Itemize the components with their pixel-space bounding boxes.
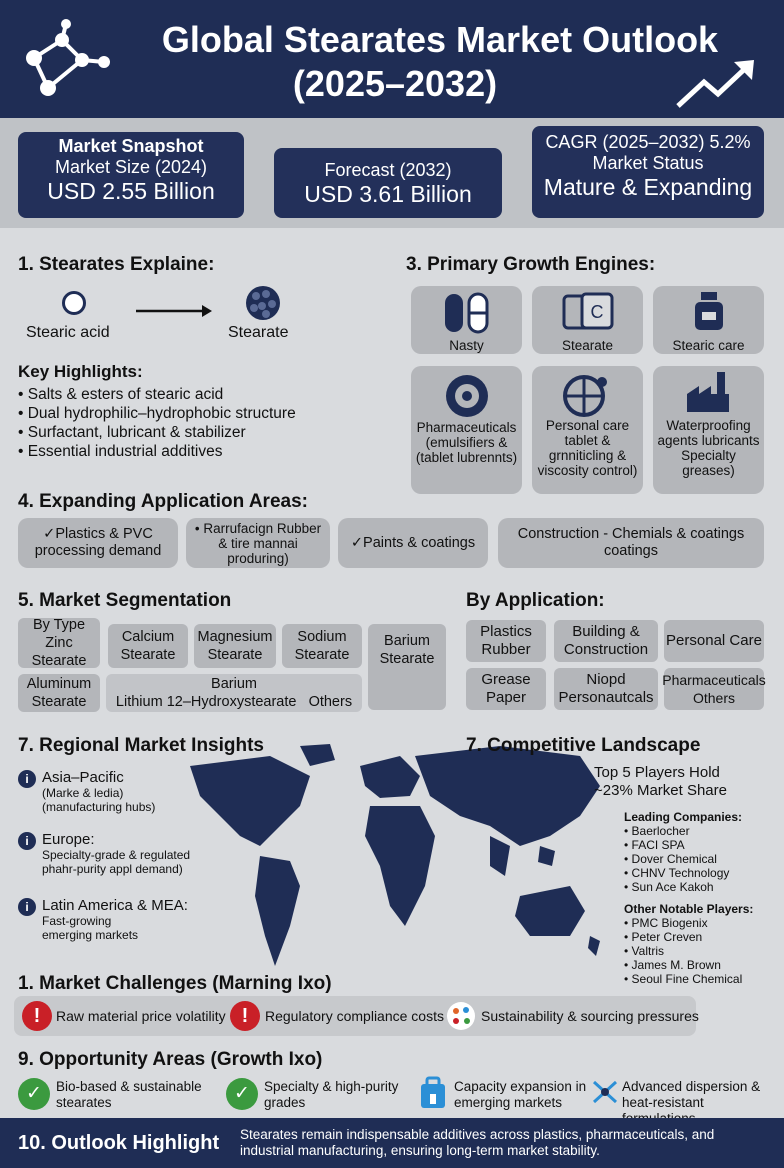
section-applications-title: 4. Expanding Application Areas: xyxy=(18,491,308,512)
tire-icon xyxy=(443,372,491,420)
footer-title: 10. Outlook Highlight xyxy=(18,1132,220,1154)
market-share-text: Top 5 Players Hold ~23% Market Share xyxy=(594,764,727,799)
company-item: • James M. Brown xyxy=(624,958,721,972)
footer-text: Stearates remain indispensable additives across plastics, pharmaceuticals, and industrial manufacturing, ensuring long-term market stability. xyxy=(240,1127,715,1158)
section-competitive-title: 7. Competitive Landscape xyxy=(466,735,701,756)
company-item: • Seoul Fine Chemical xyxy=(624,972,743,986)
segment-type: Barium xyxy=(211,676,257,692)
company-item: • Peter Creven xyxy=(624,930,703,944)
capsule-icon xyxy=(441,290,493,336)
info-icon: i xyxy=(18,832,36,850)
key-highlights-title: Key Highlights: xyxy=(18,362,143,381)
segment-type: Barium Stearate xyxy=(368,624,446,710)
company-item: • Dover Chemical xyxy=(624,852,717,866)
segment-type-group xyxy=(106,674,362,712)
svg-text:C: C xyxy=(590,302,604,322)
region-detail: Fast-growing emerging markets xyxy=(42,914,139,942)
application-pill: ✓Paints & coatings xyxy=(338,518,488,568)
segment-application: Building & Construction xyxy=(554,620,658,662)
info-icon: i xyxy=(18,898,36,916)
segment-application: Grease Paper xyxy=(466,668,546,710)
growth-tile-label: Nasty xyxy=(449,338,484,353)
growth-tile xyxy=(411,286,522,354)
company-item: • PMC Biogenix xyxy=(624,916,708,930)
stearate-icon xyxy=(244,284,282,322)
highlight-item: • Salts & esters of stearic acid xyxy=(18,386,224,403)
segment-application: Personal Care xyxy=(664,620,764,662)
arrow-right-icon xyxy=(134,303,214,319)
info-icon: i xyxy=(18,770,36,788)
jar-icon xyxy=(691,288,727,334)
market-status-value: Mature & Expanding xyxy=(543,174,753,200)
segment-type: Calcium Stearate xyxy=(108,624,188,668)
company-item: • Valtris xyxy=(624,944,664,958)
application-pill: • Rarrufacign Rubber & tire mannai produring) xyxy=(186,518,330,568)
sustainability-icon xyxy=(446,1001,476,1031)
market-size-card xyxy=(18,132,244,218)
challenge-item: Sustainability & sourcing pressures xyxy=(481,1008,699,1024)
highlight-item: • Dual hydrophilic–hydrophobic structure xyxy=(18,405,296,422)
tablet-c-icon xyxy=(560,290,616,334)
stearic-acid-label: Stearic acid xyxy=(26,324,110,341)
molecule-icon xyxy=(14,18,114,100)
opportunity-item: Capacity expansion in emerging markets xyxy=(454,1079,587,1110)
market-size-label: Market Size (2024) xyxy=(54,157,208,177)
challenge-item: Regulatory compliance costs xyxy=(265,1008,444,1024)
region-detail: (Marke & ledia) (manufacturing hubs) xyxy=(42,786,156,814)
growth-tile-label: Pharmaceuticals (emulsifiers & (tablet lubrennts) xyxy=(415,420,518,465)
section-by-application-title: By Application: xyxy=(466,590,605,611)
header-banner xyxy=(0,0,784,118)
section-challenges-title: 1. Market Challenges (Marning Ixo) xyxy=(18,973,332,994)
trend-up-icon xyxy=(674,56,758,112)
opportunity-item: Advanced dispersion & heat-resistant xyxy=(622,1079,761,1110)
company-item: • FACI SPA xyxy=(624,838,685,852)
segment-type: Lithium 12–Hydroxystearate xyxy=(115,694,297,710)
warning-icon: ! xyxy=(22,1001,52,1031)
opportunity-item: Specialty & high-purity grades xyxy=(264,1079,399,1110)
opportunity-item: Bio-based & sustainable stearates xyxy=(56,1079,202,1110)
forecast-card xyxy=(274,148,502,218)
leading-companies-title: Leading Companies: xyxy=(624,810,743,824)
check-icon: ✓ xyxy=(226,1078,258,1110)
growth-tile-label: Personal care tablet & grnniticling & viscosity control) xyxy=(537,418,638,478)
footer-banner xyxy=(0,1118,784,1168)
section-opportunities-title: 9. Opportunity Areas (Growth Ixo) xyxy=(18,1049,323,1070)
section-explain-title: 1. Stearates Explaine: xyxy=(18,254,215,275)
page-subtitle: (2025–2032) xyxy=(292,63,498,104)
check-icon: ✓ xyxy=(18,1078,50,1110)
growth-tile xyxy=(532,366,643,494)
section-growth-title: 3. Primary Growth Engines: xyxy=(406,254,656,275)
snapshot-heading: Market Snapshot xyxy=(58,136,204,156)
segment-application: Plastics Rubber xyxy=(466,620,546,662)
growth-tile-label: Waterproofing agents lubricants Specialty greases) xyxy=(657,418,760,478)
cagr-heading: CAGR (2025–2032) 5.2% xyxy=(545,132,751,152)
factory-icon xyxy=(683,368,733,416)
application-pill: Construction - Chemials & coatings coatings xyxy=(498,518,764,568)
region-name: Asia–Pacific xyxy=(42,769,124,786)
world-map-icon xyxy=(160,736,620,982)
segment-type: Magnesium Stearate xyxy=(194,624,276,668)
region-name: Latin America & MEA: xyxy=(42,897,188,914)
challenge-item: Raw material price volatility xyxy=(56,1008,226,1024)
building-expansion-icon xyxy=(418,1076,448,1110)
market-size-value: USD 2.55 Billion xyxy=(47,178,215,204)
notable-players-title: Other Notable Players: xyxy=(624,902,754,916)
stearate-label: Stearate xyxy=(228,324,289,341)
region-detail: Specialty-grade & regulated phahr-purity appl demand) xyxy=(42,848,191,876)
segment-type: Sodium Stearate xyxy=(282,624,362,668)
globe-person-icon xyxy=(562,372,612,420)
region-name: Europe: xyxy=(42,831,95,848)
market-status-label: Market Status xyxy=(592,153,704,173)
warning-icon: ! xyxy=(230,1001,260,1031)
segment-type: By Type Zinc Stearate xyxy=(18,618,100,668)
segment-application: Niopd Personautcals xyxy=(554,668,658,710)
growth-tile xyxy=(653,366,764,494)
growth-tile xyxy=(653,286,764,354)
growth-tile-label: Stearate xyxy=(561,338,614,353)
growth-tile xyxy=(411,366,522,494)
cagr-card xyxy=(532,126,764,218)
forecast-value: USD 3.61 Billion xyxy=(304,181,472,207)
company-item: • Baerlocher xyxy=(624,824,690,838)
stearic-acid-icon xyxy=(62,291,86,315)
dispersion-icon xyxy=(590,1076,620,1106)
page-title: Global Stearates Market Outlook xyxy=(161,19,719,60)
segment-type: Aluminum Stearate xyxy=(18,674,100,712)
highlight-item: • Essential industrial additives xyxy=(18,443,223,460)
segment-application: Pharmaceuticals Others xyxy=(664,668,764,710)
segment-type: Others xyxy=(308,694,353,710)
section-segmentation-title: 5. Market Segmentation xyxy=(18,590,232,611)
application-pill: ✓Plastics & PVC processing demand xyxy=(18,518,178,568)
growth-tile-label: Stearic care xyxy=(672,338,745,353)
highlight-item: • Surfactant, lubricant & stabilizer xyxy=(18,424,246,441)
forecast-label: Forecast (2032) xyxy=(324,160,452,180)
company-item: • CHNV Technology xyxy=(624,866,730,880)
company-item: • Sun Ace Kakoh xyxy=(624,880,714,894)
section-regional-title: 7. Regional Market Insights xyxy=(18,735,264,756)
growth-tile xyxy=(532,286,643,354)
